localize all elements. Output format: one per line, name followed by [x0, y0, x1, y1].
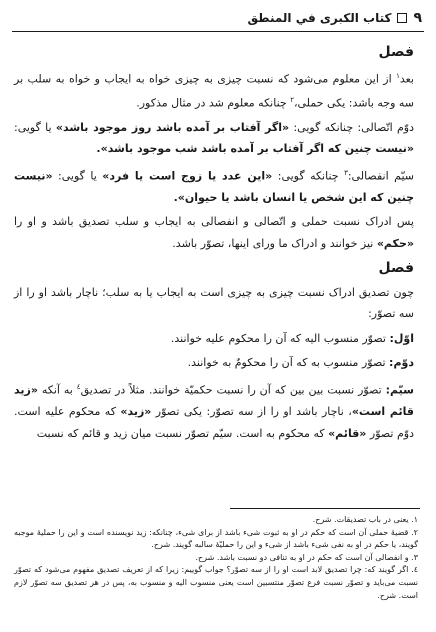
text-run: به آنکه: [37, 383, 77, 397]
text-run: از این معلوم می‌شود که نسبت چیزی به چیزی خواه به ایجاب و خواه به سلب بر سه وجه باشد: یکی حملی،: [14, 72, 414, 110]
text-run: چنانکه گویی:: [272, 169, 345, 183]
example-quote: «زید قائم است»: [14, 383, 414, 419]
ornament-box-icon: [397, 13, 407, 23]
example-quote: «نیست چنین که اگر آفتاب بر آمده باشد شب موجود باشد».: [96, 142, 414, 156]
paragraph: [14, 117, 414, 160]
paragraph: [14, 66, 414, 114]
text-run: پس ادراک نسبت حملی و اتّصالی و انفصالی به ایجاب و سلب تصدیق باشد و او را: [14, 215, 414, 229]
paragraph: [14, 352, 414, 374]
footnote-ref: ١: [396, 71, 400, 80]
term: «حکم»: [376, 236, 414, 250]
text-run: نیز خوانند و ادراک ما ورای اینها، تصوّر باشد.: [172, 236, 377, 250]
page-number: ٩: [413, 10, 422, 26]
item-label: دوّم:: [389, 356, 414, 370]
footnote-ref: ٢: [290, 95, 294, 104]
paragraph: چون تصدیق ادراک نسبت چیزی به چیزی است به ایجاب یا به سلب؛ ناچار باشد او را از سه تصوّر:: [14, 285, 414, 321]
text-run: سیّم انفصالی:: [347, 169, 414, 183]
example-quote: «زید»: [120, 405, 152, 419]
running-header: [12, 8, 422, 28]
footnote-rule: [230, 508, 420, 509]
paragraph: [14, 377, 414, 444]
example-quote: «اگر آفتاب بر آمده باشد روز موجود باشد»: [55, 120, 290, 134]
footnotes: [14, 514, 418, 602]
text-run: دوّم اتّصالی: چنانکه گویی:: [289, 120, 415, 134]
paragraph: [14, 328, 414, 350]
text-run: تصوّر منسوب به که آن را محکومٌ به خوانند.: [187, 356, 390, 370]
text-run: که محکوم علیه است. دوّم تصوّر: [14, 405, 414, 440]
footnote: ٣. و انفصالی آن است که حکم در او به تنافی دو نسبت باشد. شرح.: [195, 552, 418, 562]
item-label: اوّل:: [389, 331, 414, 345]
section-heading-1: فصل: [378, 44, 414, 60]
section-heading-2: فصل: [378, 260, 414, 277]
text-run: یا گویی:: [52, 169, 103, 183]
text-run: تصوّر نسبت بین بین که آن را نسبت حکمیّة خوانند. مثلاً در تصدیق: [80, 383, 386, 397]
example-quote: «قائم»: [328, 426, 367, 440]
text-run: ، ناچار باشد او را از سه تصوّر: یکی تصوّر: [151, 405, 352, 419]
example-quote: «نیست چنین که این شخص یا انسان باشد یا حیوان».: [14, 169, 414, 204]
footnote: ٢. قضیهٔ حملی آن است که حکم در او به ثبوت شیء باشد از برای شیء، چنانکه: زید نویسنده است و این را حملیهٔ موجبه گویند، یا حکم در او به نفی شیء باشد از شیء و این را حملیّهٔ سالبه گویند. شرح.: [14, 527, 418, 550]
text-run: تصوّر منسوب الیه که آن را محکوم علیه خوانند.: [170, 331, 390, 345]
footnote-ref: ٣: [344, 168, 348, 177]
paragraph: [14, 211, 414, 254]
item-label: سیّم:: [385, 383, 414, 397]
text-run: که محکوم به است. سیّم تصوّر نسبت میان زید و قائم که نسبت: [36, 426, 329, 440]
header-rule: [12, 31, 424, 32]
footnote: ١. یعنی در باب تصدیقات. شرح.: [312, 515, 418, 524]
text-run: بعد: [399, 72, 414, 86]
example-quote: «این عدد یا زوج است یا فرد»: [102, 169, 273, 183]
main-text: [14, 38, 414, 447]
footnote-ref: ٤: [76, 382, 81, 391]
footnote: ٤. اگر گویند که: چرا تصدیق لابد است او را از سه تصوّر؟ جواب گوییم: زیرا که از تعریف تصدیق مفهوم می‌شود که تصوّر نسبت می‌باید و تصوّر نسبت فرع تصوّر منتسبین است یعنی منسوب الیه و منسوب به، پس در هر تصدیق سه تصوّر لازم است. شرح.: [14, 565, 418, 600]
book-title: كتاب الكبرى في المنطق: [247, 11, 392, 25]
text-run: چنانکه معلوم شد در مثال مذکور.: [136, 96, 291, 110]
text-run: یا گویی:: [14, 120, 56, 134]
paragraph: [14, 163, 414, 209]
